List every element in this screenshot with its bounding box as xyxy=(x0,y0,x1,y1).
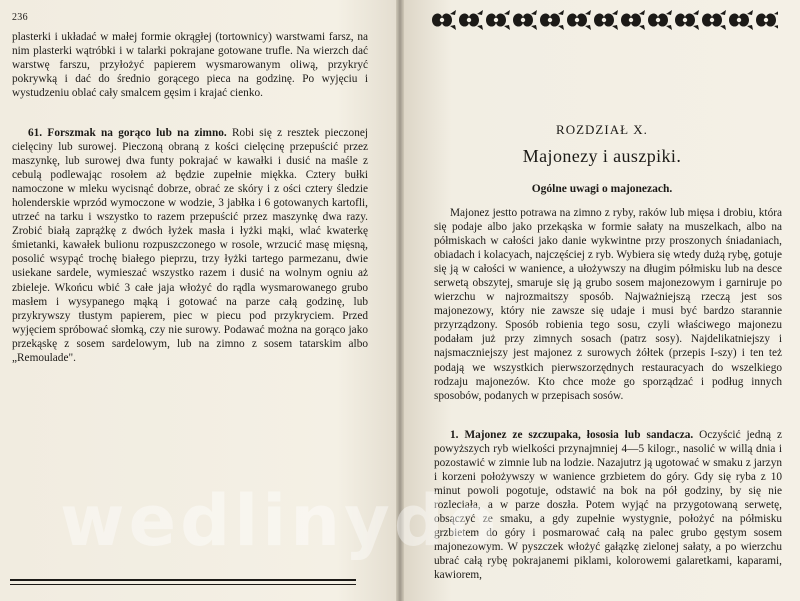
paragraph-continuation xyxy=(12,30,368,100)
right-page xyxy=(404,0,800,601)
recipe-paragraph xyxy=(434,428,782,583)
paragraph-text: plasterki i układać w małej formie okrągłej (tortownicy) warstwami farsz, na nim plasterki wątróbki i w talarki pokrajane gotowane trufle. Na wierzch dać warstwę farszu, przyłożyć papierem wysmarowanym oliwą, przykryć pokrywką i dać do średnio gorącego pieca na godzinę. Po wyjęciu i wystudzeniu oblać cały smalcem gęsim i krajać cienko. xyxy=(12,31,368,100)
bottom-rule xyxy=(10,579,356,581)
page-number: 236 xyxy=(12,12,28,23)
recipe-1 xyxy=(434,428,782,583)
recipe-title: 1. Majonez ze szczupaka, łososia lub sandacza. xyxy=(450,429,694,441)
recipe-title: 61. Forszmak na gorąco lub na zimno. xyxy=(28,127,227,139)
recipe-paragraph xyxy=(12,126,368,365)
recipe-61 xyxy=(12,126,368,365)
left-page xyxy=(0,0,396,601)
chapter-label: ROZDZIAŁ X. xyxy=(556,122,648,137)
recipe-text: Oczyścić jedną z powyższych ryb wielkości przynajmniej 4—5 kilogr., nasolić w willą dnia i pozostawić w zimnie lub na lodzie. Nazajutrz ją ugotować w smaku z jarzyn i korzeni położywszy w wanience grzbietem do góry. Gdy się ryba z 10 minut powoli pogotuje, odstawić na bok na pół godziny, by się nie rozleciała, a w parze doszła. Potem wyjąć na przygotowaną serwetę, obsączyć ze smaku, a gdy zupełnie wystygnie, położyć na półmisku grzbietem do góry i posmarować całą na palec grubo gęstym sosem majonezowym. W pyszczek włożyć gałązkę zielonej sałaty, a po wierzchu ubrać całą rybę pokrajanemi piklami, kolorowemi galaretkami, kaparami, kawiorem, xyxy=(434,429,782,582)
bottom-rule-thin xyxy=(10,584,356,585)
floral-ornament-icon xyxy=(428,8,778,32)
watermark: wedlinydo xyxy=(60,480,500,562)
section-title: Ogólne uwagi o majonezach. xyxy=(531,183,673,195)
chapter-title: Majonezy i auszpiki. xyxy=(522,146,682,166)
intro-section xyxy=(434,206,782,403)
book-gutter xyxy=(396,0,404,601)
recipe-text: Robi się z resztek pieczonej cielęciny lub surowej. Pieczoną obraną z kości cielęcinę przepuścić przez maszynkę, lub surowej dwa funty pokrajać w kawałki i dusić na maśle z cebulą podlewając rosołem aż będzie zupełnie miękka. Cztery bułki namoczone w mleku wycisnąć dobrze, obrać ze skóry i z ości cztery śledzie holenderskie wprzód wymoczone w wodzie, 3 jabłka i 6 gotowanych kartofli, utrzeć na tarku i wszystko to razem przepuścić przez maszynkę dwa razy. Zrobić białą zaprążkę z dwóch łyżek masła i łyżki mąki, wlać kwaterkę śmietanki, kawałek bulionu rozpuszczonego w rosole, wrzucić masę mięsną, posolić wsypąć trochę białego pieprzu, trzy łyżki tartego parmezanu, dwie usiekane sardele, wymieszać wszystko razem i dusić na wolnym ogniu aż zbieleje. Wkońcu wbić 3 całe jaja włożyć do rądla wysmarowanego grubo masłem i wysypanego mąką i gotować na parze całą godzinę, lub przykrywszy tłustym papierem, piec w piecu pod przykryciem. Przed wyjęciem spróbować słomką, czy nie surowy. Podawać można na gorąco jako przekąskę z sosem sardelowym, lub na zimno z sosem tatarskim albo „Remoulade". xyxy=(12,127,368,364)
intro-paragraph: Majonez jestto potrawa na zimno z ryby, raków lub mięsa i drobiu, która się podaje albo jako przekąska w formie sałaty na muszelkach, albo na półmiskach w całości jako danie wykwintne przy proszonych śniadaniach, obiadach i kolacyach, najczęściej z ryb. Wybiera się wtedy dużą rybę, gotuje się ją w całości w wanience, a ułożywszy na długim półmisku lub na desce serwetą obszytej, smaruje się ją grubo sosem majonezowym i garniruje po wierzchu w najrozmaitszy sposób. Najważniejszą rzeczą jest sos majonezowy, który nie zawsze się udaje i musi być bardzo starannie przyrządzony. Sposób robienia tego sosu, czyli właściwego majonezu podałam już przy zimnych sosach (patrz sosy). Najdelikatniejszy i najsmaczniejszy jest majonez z surowych żółtek (przepis I-szy) i ten też podają we wszystkich pierwszorzędnych restauracyach do wszelkiego rodzaju majonezów. Kto chce może go sporządzać i podług innych sposobów, podanych w przepisach sosów. xyxy=(434,207,782,402)
